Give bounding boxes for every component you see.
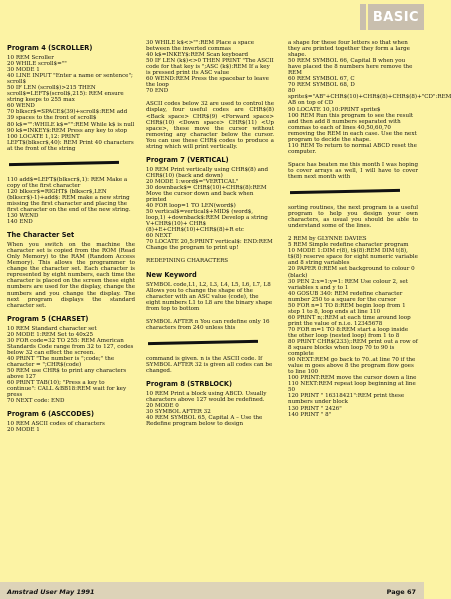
footer-magazine: Amstrad User May 1991 — [7, 588, 95, 596]
column-3 — [288, 40, 451, 420]
charset-heading: The Character Set — [7, 231, 75, 240]
program-9-code: 2 REM by GLYNNE DAVIES 5 REM Simple redefine character program 10 MODE 1:DIM r(8), t$(8):REM DIM t(8), t$(8) reserve space for eight numeric variable and 8 string variables 20 PAPER 0:REM set background to colour 0 (black) 30 PEN 2:x=1:y=1: REM Use colour 2, set variables x and y to 1 40 GOSUB 340: REM redefine character number 250 to a square for the cursor 50 FOR n=1 TO 8:REM begin loop from 1 step 1 to 8, loop ends at line 110 60 PRINT n;:REM at each time around loop print the value of n.i.e. 12345678 70 FOR m=1 TO 8:REM start a loop inside the other loop (nested loop) from 1 to 8 80 PRINT CHR$(233);:REM print out a row of 8 square blocks when loop 70 to 90 is complete 90 NEXT:REM go back to 70..at line 70 if the value m goes above 8 the program flow goes to line 100 100 PRINT:REM move the cursor down a line 110 NEXT:REM repeat loop beginning at line 50 120 PRINT " 16318421":REM print these numbers under block 130 PRINT " 2426" 140 PRINT " 8" — [288, 236, 418, 418]
program-4-title: Program 4 (SCROLLER) — [7, 44, 93, 52]
program-8-code-cont: a shape for these four letters so that when they are printed together they form a large shape. 50 REM SYMBOL 66, Capital B when you have placed the 8 numbers here remove the REM 60 REM SYMBOL 67, C 70 REM SYMBOL 68, D 80 sprite$="AB"+CHR$(10)+CHR$(8)+CHR$(8)+"CD":REM AB on top of CD 90 LOCATE 10,10:PRINT sprite$ 100 REM Run this program to see the result and then add 8 numbers separated with commas to each of lines 40,50,60,70 removing the REM in each case. Use the next program to decide the shape. 110 REM To return to normal ABCD reset the computer. — [288, 40, 451, 155]
divider-line — [148, 340, 258, 345]
program-8-title: Program 8 (STRBLOCK) — [146, 379, 232, 388]
section-tab: BASIC — [368, 4, 424, 30]
divider-line-2 — [290, 189, 400, 194]
keyword-paragraph: SYMBOL code,L1, L2, L3, L4, L5, L6, L7, L8 Allows you to change the shape of the character with an ASC value (code), the eight numbers L1 to L8 are the binary shape from top to bottom — [146, 281, 273, 312]
space-paragraph: Space has beaten me this month I was hoping to cover arrays as well, I will have to cover them next month with — [288, 161, 418, 180]
scroller-output-line — [9, 161, 119, 166]
symbol-after-paragraph-b: command is given. n is the ASCII code. If SYMBOL AFTER 32 is given all codes can be changed. — [146, 355, 273, 374]
column-2 — [146, 40, 274, 429]
program-8-code: 10 REM Print a block using ABCD. Usually characters above 127 would be redefined. 20 MODE 0 30 SYMBOL AFTER 32 40 REM SYMBOL 65, Capital A – Use the Redefine program below to design — [146, 390, 267, 428]
redefining-heading: REDEFINING CHARACTERS — [146, 258, 229, 265]
program-4-code-part2: 110 add$=LEFT$(blkscr$,1): REM Make a copy of the first character 120 blkscr$=RIGHT$ (blkscr$,LEN (blkscr$)-1)+add$: REM make a new string missing the first character and placing the first character on the end of the new string. 130 WEND 140 END — [7, 176, 131, 226]
sorting-paragraph: sorting routines, the next program is a useful program to help you design your own characters, as usual you should be able to understand some of the lines. — [288, 205, 418, 230]
new-keyword-heading: New Keyword — [146, 270, 197, 279]
charset-paragraph: When you switch on the machine the character set is copied from the ROM (Read Only Memory) to the RAM (Random Access Memory). This allows the programmer to change the character set. Each character is represented by eight numbers, each time the character is placed on the screen these eight numbers are used for the display, change the numbers and you change the display. The next program displays the standard character set. — [7, 242, 135, 309]
program-6-title: Program 6 (ASCCODES) — [7, 410, 94, 419]
program-7-code: 10 REM Print vertically using CHR$(8) and CHR$(10) (back and down) 20 MODE 1:word$="VERTICAL" 30 downback$= CHR$(10)+CHR$(8):REM Move the cursor down and back when printed 40 FOR loop=1 TO LEN(word$) 50 vertical$=vertical$+MID$ (word$, loop,1) +downback$:REM Develop a string V+CHR$(10)+ CHR$ (8)+E+CHR$(10)+CHR$(8)+R etc 60 NEXT 70 LOCATE 20,5:PRINT vertical$: END:REM Change the program to print up! — [146, 166, 273, 252]
program-7-title: Program 7 (VERTICAL) — [146, 155, 229, 164]
program-6-code: 10 REM ASCII codes of characters 20 MODE 1 — [7, 421, 105, 434]
symbol-after-paragraph-a: SYMBOL AFTER n You can redefine only 16 characters from 240 unless this — [146, 318, 270, 331]
section-tab-stripe — [360, 4, 366, 30]
footer-page-number: Page 67 — [386, 588, 416, 596]
program-5-code: 10 REM Standard character set 20 MODE 1:REM Set to 40x25 30 FOR code=32 TO 255: REM American Standards Code range from 32 to 127, codes below 32 can effect the screen. 40 PRINT "The number is ";code;" the character = ";CHR$(code) 50 REM use CHR$ to print any characters above 127 60 PRINT TAB(10); "Press a key to continue": CALL &BB18:REM wait for key press 70 NEXT code: END — [7, 325, 134, 405]
program-4-code-part1: 10 REM Scroller 20 WHILE scroll$="" 30 MODE 1 40 LINE INPUT "Enter a name or sentence"; scroll$ 50 IF LEN (scroll$)>215 THEN scroll$=LEFT$(scroll$,215): REM ensure string keeps to 255 max 60 WEND 70 blkscr$=SPACE$(39)+scroll$:REM add 39 spaces to the front of scroll$ 80 k$="":WHILE k$="":REM While k$ is null 90 k$=INKEY$:REM Press any key to stop 100 LOCATE 1,12: PRINT LEFT$(blkscr$,40): REM Print 40 characters at the front of the string — [7, 55, 135, 152]
program-6-code-cont: 30 WHILE k$<>"":REM Place a space between the inverted commas 40 k$=INKEY$:REM Scan keyboard 50 IF LEN (k$)<>0 THEN PRINT "The ASCII code for that key is ";ASC (k$):REM If a key is pressed print its ASC value 60 WEND:REM Press the spacebar to leave the loop 70 END — [146, 40, 274, 95]
program-5-title: Program 5 (CHARSET) — [7, 314, 89, 323]
column-1 — [7, 38, 135, 435]
ascii-paragraph: ASCII codes below 32 are used to control the display, four useful codes are CHR$(8) <Back space> CHR$(9) <Forward space> CHR$(10) <Down space> CHR$(11) <Up space>, these move the cursor without removing any character below the cursor. You can use these CHR$ codes to produce a string which will print vertically. — [146, 101, 274, 150]
